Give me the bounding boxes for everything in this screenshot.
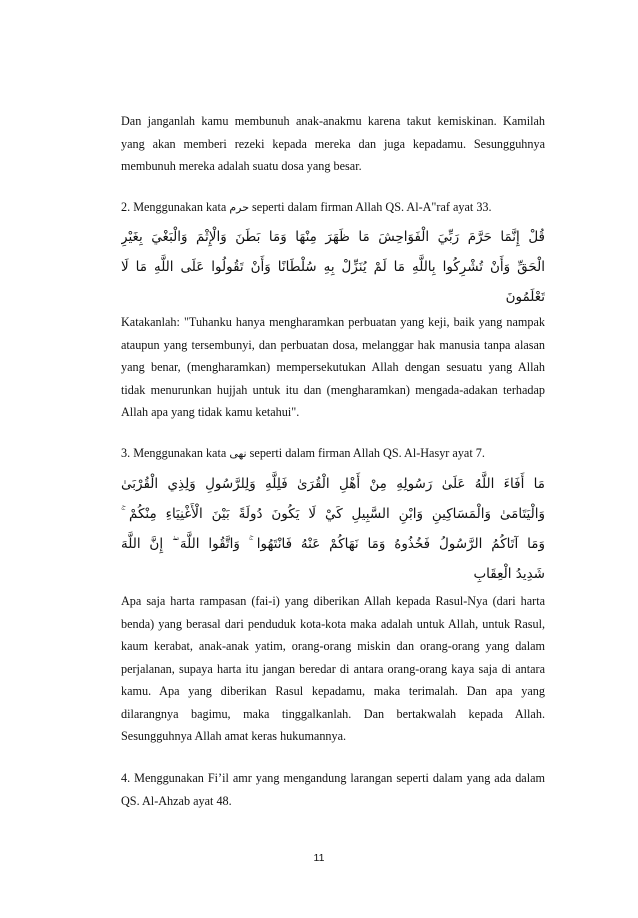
heading-point-2	[121, 196, 545, 220]
paragraph-translation-3: Apa saja harta rampasan (fai-i) yang diberikan Allah kepada Rasul-Nya (dari harta benda) yang berasal dari penduduk kota-kota maka adalah untuk Allah, untuk Rasul, kaum kerabat, anak-anak yatim, orang-orang miskin dan orang-orang yang dalam perjalanan, supaya harta itu jangan beredar di antara orang-orang kaya saja di antara kamu. Apa yang diberikan Rasul kepadamu, maka terimalah. Dan apa yang dilarangnya bagimu, maka tinggalkanlah. Dan bertakwalah kepada Allah. Sesungguhnya Allah amat keras hukumannya.	[121, 594, 545, 743]
arabic-line: شَدِيدُ الْعِقَابِ	[473, 566, 545, 582]
heading-point-2-text-a: 2. Menggunakan kata	[121, 200, 230, 214]
arabic-line: الْحَقِّ وَأَنْ تُشْرِكُوا بِاللَّهِ مَا لَمْ يُنَزِّلْ بِهِ سُلْطَانًا وَأَنْ تَقُولُوا عَلَى اللَّهِ مَا لَا	[121, 259, 545, 275]
page-number: 11	[313, 852, 325, 864]
heading-point-2-text-b: seperti dalam firman Allah QS. Al-A"raf ayat 33.	[249, 200, 492, 214]
arabic-word-naha: نهى	[229, 447, 247, 460]
paragraph-translation-2: Katakanlah: "Tuhanku hanya mengharamkan perbuatan yang keji, baik yang nampak ataupun yang tersembunyi, dan perbuatan dosa, melanggar hak manusia tanpa alasan yang benar, (mengharamkan) mempersekutukan Allah dengan sesuatu yang Allah tidak menurunkan hujjah untuk itu dan (mengharamkan) mengada-adakan terhadap Allah apa yang tidak kamu ketahui".	[121, 315, 545, 419]
arabic-line: وَمَا آتَاكُمُ الرَّسُولُ فَخُذُوهُ وَمَا نَهَاكُمْ عَنْهُ فَانْتَهُوا ۚ وَاتَّقُوا اللَّهَ ۖ إِنَّ اللَّهَ	[121, 536, 545, 552]
arabic-line: وَالْيَتَامَىٰ وَالْمَسَاكِينِ وَابْنِ السَّبِيلِ كَيْ لَا يَكُونَ دُولَةً بَيْنَ الْأَغْنِيَاءِ مِنْكُمْ ۚ	[121, 506, 545, 522]
arabic-line: مَا أَفَاءَ اللَّهُ عَلَىٰ رَسُولِهِ مِنْ أَهْلِ الْقُرَىٰ فَلِلَّهِ وَلِلرَّسُولِ وَلِذِي الْقُرْبَىٰ	[121, 476, 545, 492]
heading-point-3	[121, 442, 545, 466]
arabic-verse-al-hasyr-7	[121, 469, 545, 589]
paragraph-point-4: 4. Menggunakan Fi’il amr yang mengandung larangan seperti dalam yang ada dalam QS. Al-Ahzab ayat 48.	[121, 771, 545, 808]
arabic-word-haram: حرم	[229, 201, 249, 214]
heading-point-3-text-a: 3. Menggunakan kata	[121, 446, 230, 460]
heading-point-3-text-b: seperti dalam firman Allah QS. Al-Hasyr ayat 7.	[246, 446, 485, 460]
arabic-line: تَعْلَمُونَ	[505, 289, 545, 305]
paragraph-translation-1: Dan janganlah kamu membunuh anak-anakmu karena takut kemiskinan. Kamilah yang akan memberi rezeki kepada mereka dan juga kepadamu. Sesungguhnya membunuh mereka adalah suatu dosa yang besar.	[121, 114, 545, 173]
arabic-line: قُلْ إِنَّمَا حَرَّمَ رَبِّيَ الْفَوَاحِشَ مَا ظَهَرَ مِنْهَا وَمَا بَطَنَ وَالْإِثْمَ وَالْبَغْيَ بِغَيْرِ	[121, 229, 545, 245]
arabic-verse-al-araf-33	[121, 222, 545, 312]
